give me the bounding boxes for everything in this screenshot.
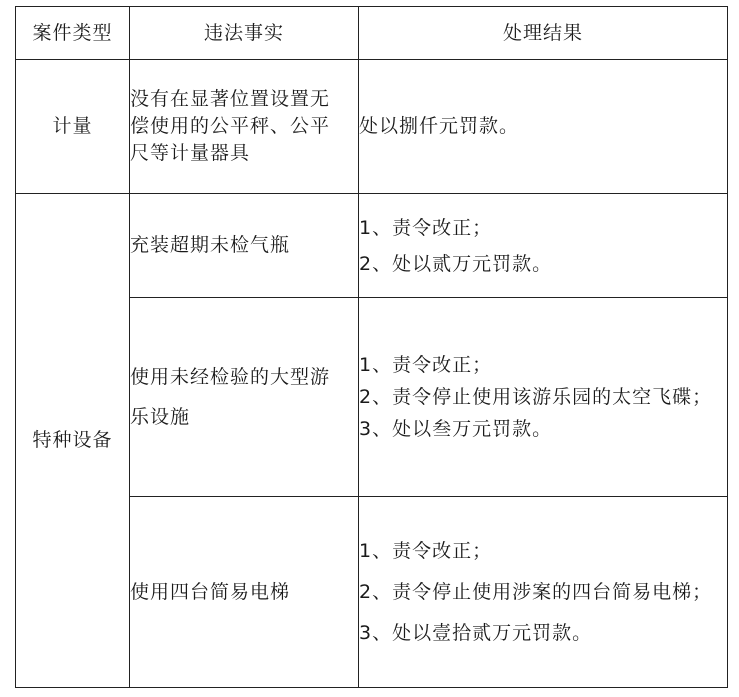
result-line: 3、处以叁万元罚款。 (359, 418, 553, 440)
case-type-special-equipment: 特种设备 (16, 194, 130, 688)
case-table (15, 6, 728, 688)
case-type-metrology: 计量 (16, 60, 130, 194)
result-cell (359, 194, 728, 298)
result-line: 2、责令停止使用涉案的四台简易电梯； (359, 580, 713, 603)
fact-line: 使用未经检验的大型游 (130, 366, 331, 388)
result-cell (359, 298, 728, 497)
header-case-type: 案件类型 (16, 7, 130, 60)
facts-cell (130, 298, 359, 497)
header-result: 处理结果 (359, 7, 728, 60)
facts-cell (130, 497, 359, 688)
table-header-row (16, 7, 728, 60)
result-cell (359, 497, 728, 688)
result-line: 2、处以贰万元罚款。 (359, 252, 553, 275)
fact-line: 乐设施 (130, 406, 191, 428)
result-line: 2、责令停止使用该游乐园的太空飞碟； (359, 386, 713, 408)
facts-cell (130, 60, 359, 194)
fact-line: 没有在显著位置设置无 (130, 88, 331, 110)
result-line: 1、责令改正； (359, 354, 493, 376)
fact-line: 尺等计量器具 (130, 142, 251, 164)
result-line: 3、处以壹拾贰万元罚款。 (359, 621, 593, 644)
table-row-special-equipment-1 (16, 194, 728, 298)
fact-line: 充装超期未检气瓶 (130, 234, 291, 256)
fact-line: 偿使用的公平秤、公平 (130, 115, 331, 137)
header-facts: 违法事实 (130, 7, 359, 60)
result-line: 1、责令改正； (359, 539, 493, 562)
fact-line: 使用四台简易电梯 (130, 580, 291, 603)
result-line: 处以捌仟元罚款。 (359, 115, 520, 137)
table-row-metrology (16, 60, 728, 194)
result-cell (359, 60, 728, 194)
facts-cell (130, 194, 359, 298)
result-line: 1、责令改正； (359, 216, 493, 239)
